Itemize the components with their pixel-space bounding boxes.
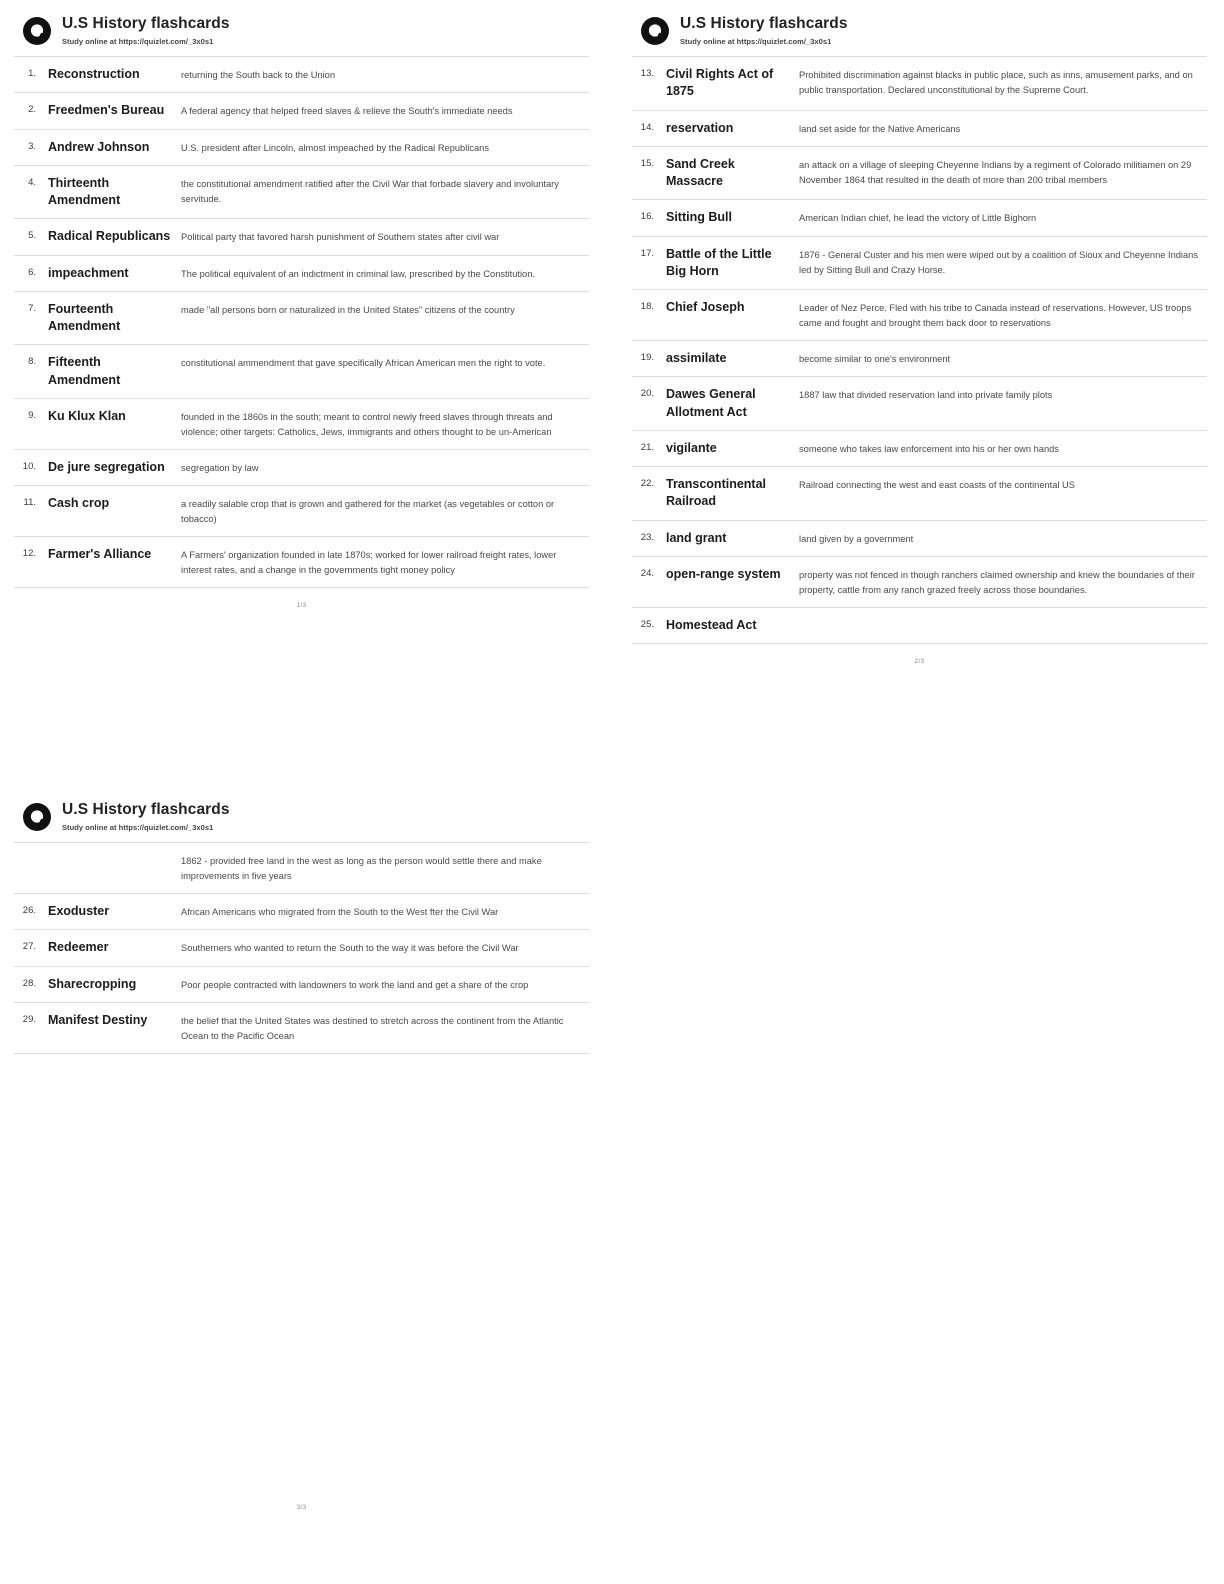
- page-number: 1/3: [296, 602, 307, 610]
- table-row: [632, 341, 1207, 377]
- card-definition: made "all persons born or naturalized in the United States" citizens of the country: [177, 291, 589, 345]
- card-definition: American Indian chief, he lead the victory of Little Bighorn: [795, 200, 1207, 236]
- page-subtitle: Study online at https://quizlet.com/_3x0s1: [62, 822, 214, 832]
- card-number: 13.: [632, 57, 662, 111]
- table-row: [14, 930, 589, 966]
- table-row: [14, 345, 589, 399]
- card-number: 5.: [14, 219, 44, 255]
- page-title: U.S History flashcards: [62, 801, 230, 818]
- card-term: Battle of the Little Big Horn: [662, 236, 795, 290]
- quizlet-q-logo-icon: [22, 16, 52, 46]
- card-number: 24.: [632, 556, 662, 607]
- card-term: Redeemer: [44, 930, 177, 966]
- card-definition: U.S. president after Lincoln, almost impeached by the Radical Republicans: [177, 129, 589, 165]
- table-row: [14, 291, 589, 345]
- table-row-continued: [14, 843, 589, 894]
- card-term: Andrew Johnson: [44, 129, 177, 165]
- card-term: Transcontinental Railroad: [662, 467, 795, 521]
- card-definition: returning the South back to the Union: [177, 57, 589, 93]
- card-term: Sand Creek Massacre: [662, 146, 795, 200]
- card-definition: Poor people contracted with landowners to work the land and get a share of the crop: [177, 966, 589, 1002]
- card-number: 3.: [14, 129, 44, 165]
- card-number: 27.: [14, 930, 44, 966]
- table-row: [632, 200, 1207, 236]
- table-row: [14, 129, 589, 165]
- card-definition: the constitutional amendment ratified after the Civil War that forbade slavery and involuntary servitude.: [177, 165, 589, 219]
- table-row: [632, 467, 1207, 521]
- card-term: Fifteenth Amendment: [44, 345, 177, 399]
- table-row: [632, 607, 1207, 643]
- card-term: impeachment: [44, 255, 177, 291]
- card-definition: constitutional ammendment that gave specifically African American men the right to vote.: [177, 345, 589, 399]
- page-header: [14, 800, 589, 832]
- card-number: 11.: [14, 486, 44, 537]
- page-subtitle: Study online at https://quizlet.com/_3x0s1: [680, 36, 832, 46]
- card-definition: African Americans who migrated from the South to the West fter the Civil War: [177, 894, 589, 930]
- card-number: 18.: [632, 290, 662, 341]
- document-page-3: [14, 800, 589, 1511]
- card-term: Civil Rights Act of 1875: [662, 57, 795, 111]
- card-number: 2.: [14, 93, 44, 129]
- card-term: Reconstruction: [44, 57, 177, 93]
- card-term: [44, 843, 177, 894]
- card-term: assimilate: [662, 341, 795, 377]
- table-row: [14, 165, 589, 219]
- card-term: Sitting Bull: [662, 200, 795, 236]
- page-title: U.S History flashcards: [680, 15, 848, 32]
- card-definition: A Farmers' organization founded in late 1870s; worked for lower railroad freight rates, lower interest rates, and a change in the governments tight money policy: [177, 537, 589, 588]
- table-row: [14, 398, 589, 449]
- page-subtitle: Study online at https://quizlet.com/_3x0s1: [62, 36, 214, 46]
- card-number: 21.: [632, 430, 662, 466]
- table-row: [14, 57, 589, 93]
- table-row: [14, 1002, 589, 1053]
- page-header: [14, 14, 589, 46]
- flashcard-table: [632, 56, 1207, 644]
- card-number: 22.: [632, 467, 662, 521]
- card-number: 15.: [632, 146, 662, 200]
- card-definition: The political equivalent of an indictment in criminal law, prescribed by the Constitution.: [177, 255, 589, 291]
- card-definition: become similar to one's environment: [795, 341, 1207, 377]
- card-term: land grant: [662, 520, 795, 556]
- table-row: [14, 93, 589, 129]
- card-number: 1.: [14, 57, 44, 93]
- card-number: 25.: [632, 607, 662, 643]
- card-number: 6.: [14, 255, 44, 291]
- table-row: [14, 449, 589, 485]
- card-definition: Prohibited discrimination against blacks in public place, such as inns, amusement parks, and on public transportation. Declared unconstitutional by the Supreme Court.: [795, 57, 1207, 111]
- card-number: 14.: [632, 110, 662, 146]
- card-number: [14, 843, 44, 894]
- card-definition: founded in the 1860s in the south; meant to control newly freed slaves through threats and violence; other targets: Catholics, Jews, immigrants and others thought to be un-American: [177, 398, 589, 449]
- flashcard-table: [14, 842, 589, 1054]
- card-number: 9.: [14, 398, 44, 449]
- card-number: 4.: [14, 165, 44, 219]
- card-number: 12.: [14, 537, 44, 588]
- page-header: [632, 14, 1207, 46]
- table-row: [632, 110, 1207, 146]
- card-definition: land set aside for the Native Americans: [795, 110, 1207, 146]
- card-number: 17.: [632, 236, 662, 290]
- table-row: [632, 57, 1207, 111]
- card-term: Thirteenth Amendment: [44, 165, 177, 219]
- card-definition: land given by a government: [795, 520, 1207, 556]
- card-term: reservation: [662, 110, 795, 146]
- quizlet-q-logo-icon: [640, 16, 670, 46]
- document-page-1: [14, 14, 589, 609]
- table-row: [14, 255, 589, 291]
- card-number: 20.: [632, 377, 662, 431]
- card-term: Chief Joseph: [662, 290, 795, 341]
- card-term: Ku Klux Klan: [44, 398, 177, 449]
- card-number: 16.: [632, 200, 662, 236]
- card-term: Radical Republicans: [44, 219, 177, 255]
- card-number: 29.: [14, 1002, 44, 1053]
- card-term: vigilante: [662, 430, 795, 466]
- card-term: open-range system: [662, 556, 795, 607]
- quizlet-q-logo-icon: [22, 802, 52, 832]
- card-definition: segregation by law: [177, 449, 589, 485]
- card-term: Farmer's Alliance: [44, 537, 177, 588]
- card-number: 19.: [632, 341, 662, 377]
- card-number: 10.: [14, 449, 44, 485]
- card-number: 23.: [632, 520, 662, 556]
- card-term: Manifest Destiny: [44, 1002, 177, 1053]
- card-term: Homestead Act: [662, 607, 795, 643]
- page-number: 2/3: [914, 658, 925, 666]
- table-row: [14, 219, 589, 255]
- card-term: Exoduster: [44, 894, 177, 930]
- card-definition: Political party that favored harsh punishment of Southern states after civil war: [177, 219, 589, 255]
- table-row: [14, 486, 589, 537]
- card-term: Cash crop: [44, 486, 177, 537]
- card-definition: a readily salable crop that is grown and gathered for the market (as vegetables or cotton or tobacco): [177, 486, 589, 537]
- card-definition: an attack on a village of sleeping Cheyenne Indians by a regiment of Colorado militiamen on 29 November 1864 that resulted in the death of more than 200 tribal members: [795, 146, 1207, 200]
- card-definition: the belief that the United States was destined to stretch across the continent from the Atlantic Ocean to the Pacific Ocean: [177, 1002, 589, 1053]
- card-number: 8.: [14, 345, 44, 399]
- flashcard-table: [14, 56, 589, 588]
- card-definition: someone who takes law enforcement into his or her own hands: [795, 430, 1207, 466]
- card-definition: 1862 - provided free land in the west as long as the person would settle there and make improvements in five years: [177, 843, 589, 894]
- table-row: [14, 966, 589, 1002]
- card-definition: [795, 607, 1207, 643]
- table-row: [632, 377, 1207, 431]
- table-row: [632, 556, 1207, 607]
- page-number: 3/3: [296, 1503, 307, 1511]
- card-number: 26.: [14, 894, 44, 930]
- card-definition: A federal agency that helped freed slaves & relieve the South's immediate needs: [177, 93, 589, 129]
- card-definition: 1887 law that divided reservation land into private family plots: [795, 377, 1207, 431]
- table-row: [632, 146, 1207, 200]
- card-definition: Southerners who wanted to return the South to the way it was before the Civil War: [177, 930, 589, 966]
- table-row: [632, 520, 1207, 556]
- card-term: Sharecropping: [44, 966, 177, 1002]
- card-term: De jure segregation: [44, 449, 177, 485]
- table-row: [14, 894, 589, 930]
- card-definition: 1876 - General Custer and his men were wiped out by a coalition of Sioux and Cheyenne Indians led by Sitting Bull and Crazy Horse.: [795, 236, 1207, 290]
- table-row: [632, 236, 1207, 290]
- page-title: U.S History flashcards: [62, 15, 230, 32]
- card-definition: property was not fenced in though ranchers claimed ownership and knew the boundaries of their property, cattle from any ranch grazed freely across those boundaries.: [795, 556, 1207, 607]
- card-term: Freedmen's Bureau: [44, 93, 177, 129]
- card-definition: Railroad connecting the west and east coasts of the continental US: [795, 467, 1207, 521]
- card-number: 28.: [14, 966, 44, 1002]
- card-term: Dawes General Allotment Act: [662, 377, 795, 431]
- table-row: [632, 290, 1207, 341]
- card-term: Fourteenth Amendment: [44, 291, 177, 345]
- card-number: 7.: [14, 291, 44, 345]
- table-row: [632, 430, 1207, 466]
- card-definition: Leader of Nez Perce. Fled with his tribe to Canada instead of reservations. However, US troops came and fought and brought them back door to reservations: [795, 290, 1207, 341]
- document-page-2: [632, 14, 1207, 665]
- table-row: [14, 537, 589, 588]
